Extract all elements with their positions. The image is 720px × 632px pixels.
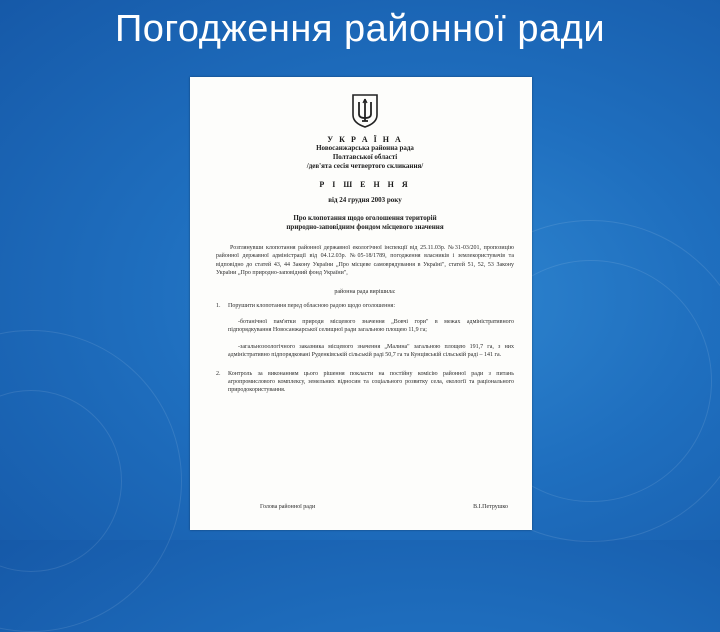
decision-subject bbox=[216, 214, 514, 232]
decision-item-1 bbox=[216, 302, 514, 360]
subject-line: природно-заповідним фондом місцевого значення bbox=[286, 223, 444, 231]
decision-date: від 24 грудня 2003 року bbox=[328, 196, 402, 204]
item-number: 1. bbox=[216, 302, 221, 309]
signature-block bbox=[260, 504, 508, 510]
slide-title: Погодження районної ради bbox=[114, 8, 606, 50]
subject-line: Про клопотання щодо оголошення територій bbox=[293, 214, 437, 222]
country-name: У К Р А Ї Н А bbox=[327, 135, 403, 144]
signature-title: Голова районної ради bbox=[260, 504, 316, 510]
council-line: Новосанжарська районна рада bbox=[316, 144, 414, 152]
scanned-document bbox=[190, 77, 532, 530]
decision-heading: Р І Ш Е Н Н Я bbox=[319, 180, 411, 189]
council-header bbox=[216, 144, 514, 171]
resolved-line: районна рада вирішила: bbox=[334, 288, 396, 295]
decision-item-2 bbox=[216, 370, 514, 395]
item-text: Порушити клопотання перед обласною радою щодо оголошення: bbox=[228, 302, 395, 309]
item-subpoint: -ботанічної пам'ятки природи місцевого значення „Вовчі гори" в межах адміністративного підпорядкування Новосанжарської селищної ради загальною площею 11,9 га; bbox=[228, 319, 514, 334]
item-text: Контроль за виконанням цього рішення покласти на постійну комісію районної ради з питань агропромислового комплексу, земельних відносин та соціального розвитку села, екології та раціонального природокористування. bbox=[228, 370, 514, 394]
preamble-paragraph: Розглянувши клопотання районної державної екологічної інспекції від 25.11.03р. №31-03/201, пропозицію районної державної адміністрації від 04.12.03р. №05-18/1789, погодження власників і землекористувачів та відповідно до статей 43, 44 Закону України „Про місцеве самоврядування в Україні", статей 51, 52, 53 Закону України „Про природно-заповідний фонд України", bbox=[216, 245, 514, 277]
council-line: /дев'ята сесія четвертого скликання/ bbox=[306, 162, 424, 170]
trident-icon bbox=[350, 93, 380, 129]
item-number: 2. bbox=[216, 370, 221, 377]
council-line: Полтавської області bbox=[332, 153, 398, 161]
item-subpoint: -загальнозоологічного заказника місцевого значення „Малина" загальною площею 191,7 га, з них адміністративно підпорядковані Руденківській сільській раді 50,7 га та Кунцівській сільській раді – 141 га. bbox=[228, 343, 514, 359]
signature-name: В.І.Петрушко bbox=[473, 504, 508, 510]
